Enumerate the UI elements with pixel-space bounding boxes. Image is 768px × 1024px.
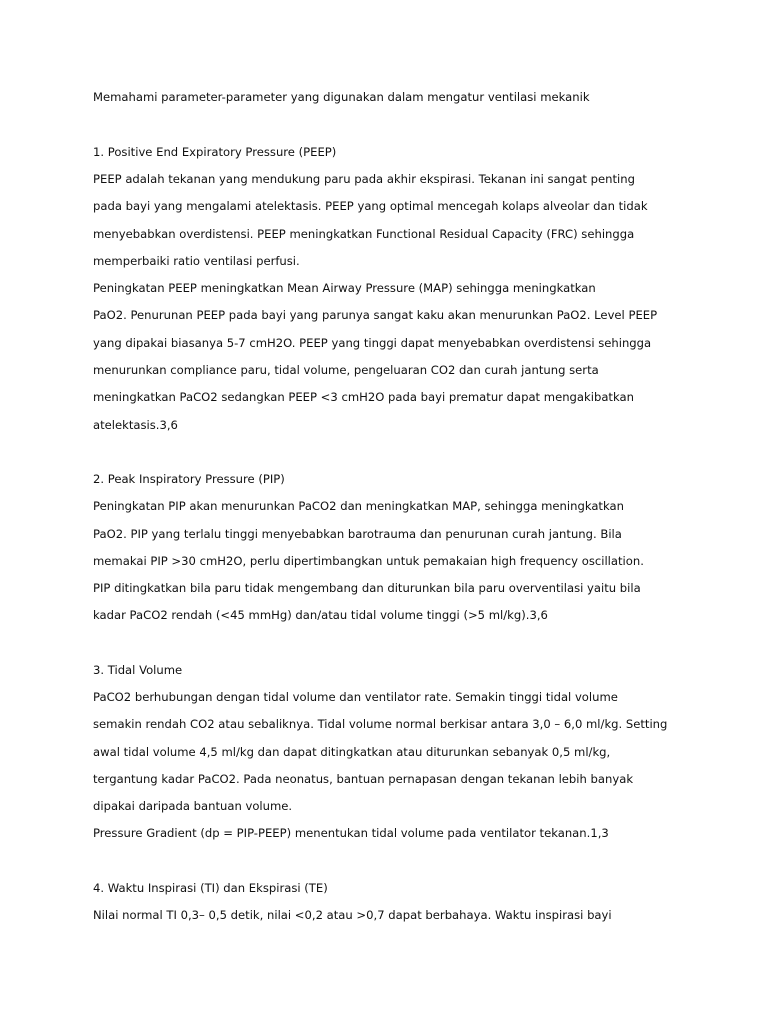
paragraph-line: menyebabkan overdistensi. PEEP meningkatkan Functional Residual Capacity (FRC) sehingga (93, 227, 635, 241)
paragraph-line: PEEP adalah tekanan yang mendukung paru pada akhir ekspirasi. Tekanan ini sangat penting (93, 172, 635, 186)
paragraph-line: menurunkan compliance paru, tidal volume, pengeluaran CO2 dan curah jantung serta (93, 363, 599, 377)
paragraph-line: Peningkatan PEEP meningkatkan Mean Airway Pressure (MAP) sehingga meningkatkan (93, 281, 596, 295)
paragraph-line: Pressure Gradient (dp = PIP-PEEP) menentukan tidal volume pada ventilator tekanan.1,3 (93, 826, 609, 840)
paragraph-line: kadar PaCO2 rendah (<45 mmHg) dan/atau tidal volume tinggi (>5 ml/kg).3,6 (93, 608, 548, 622)
paragraph-line: PaCO2 berhubungan dengan tidal volume dan ventilator rate. Semakin tinggi tidal volume (93, 690, 618, 704)
paragraph-line: meningkatkan PaCO2 sedangkan PEEP <3 cmH2O pada bayi prematur dapat mengakibatkan (93, 390, 634, 404)
paragraph-line: memperbaiki ratio ventilasi perfusi. (93, 254, 300, 268)
section-heading: 2. Peak Inspiratory Pressure (PIP) (93, 472, 285, 486)
paragraph-line: Nilai normal TI 0,3– 0,5 detik, nilai <0,2 atau >0,7 dapat berbahaya. Waktu inspirasi bayi (93, 908, 612, 922)
paragraph-line: memakai PIP >30 cmH2O, perlu dipertimbangkan untuk pemakaian high frequency oscillation. (93, 554, 644, 568)
paragraph-line: yang dipakai biasanya 5-7 cmH2O. PEEP yang tinggi dapat menyebabkan overdistensi sehingga (93, 336, 652, 350)
paragraph-line: PaO2. Penurunan PEEP pada bayi yang parunya sangat kaku akan menurunkan PaO2. Level PEEP (93, 308, 658, 322)
paragraph-line: PaO2. PIP yang terlalu tinggi menyebabkan barotrauma dan penurunan curah jantung. Bila (93, 527, 622, 541)
paragraph-line: semakin rendah CO2 atau sebaliknya. Tidal volume normal berkisar antara 3,0 – 6,0 ml/kg. Setting (93, 717, 668, 731)
paragraph-line: dipakai daripada bantuan volume. (93, 799, 293, 813)
section-heading: 1. Positive End Expiratory Pressure (PEEP) (93, 145, 337, 159)
section-heading: 3. Tidal Volume (93, 663, 183, 677)
paragraph-line: PIP ditingkatkan bila paru tidak mengembang dan diturunkan bila paru overventilasi yaitu bila (93, 581, 641, 595)
section-heading: 4. Waktu Inspirasi (TI) dan Ekspirasi (TE) (93, 881, 328, 895)
document-title: Memahami parameter-parameter yang digunakan dalam mengatur ventilasi mekanik (93, 90, 590, 104)
paragraph-line: pada bayi yang mengalami atelektasis. PEEP yang optimal mencegah kolaps alveolar dan tidak (93, 199, 648, 213)
paragraph-line: atelektasis.3,6 (93, 418, 178, 432)
paragraph-line: Peningkatan PIP akan menurunkan PaCO2 dan meningkatkan MAP, sehingga meningkatkan (93, 499, 624, 513)
paragraph-line: awal tidal volume 4,5 ml/kg dan dapat ditingkatkan atau diturunkan sebanyak 0,5 ml/kg, (93, 745, 611, 759)
paragraph-line: tergantung kadar PaCO2. Pada neonatus, bantuan pernapasan dengan tekanan lebih banyak (93, 772, 634, 786)
